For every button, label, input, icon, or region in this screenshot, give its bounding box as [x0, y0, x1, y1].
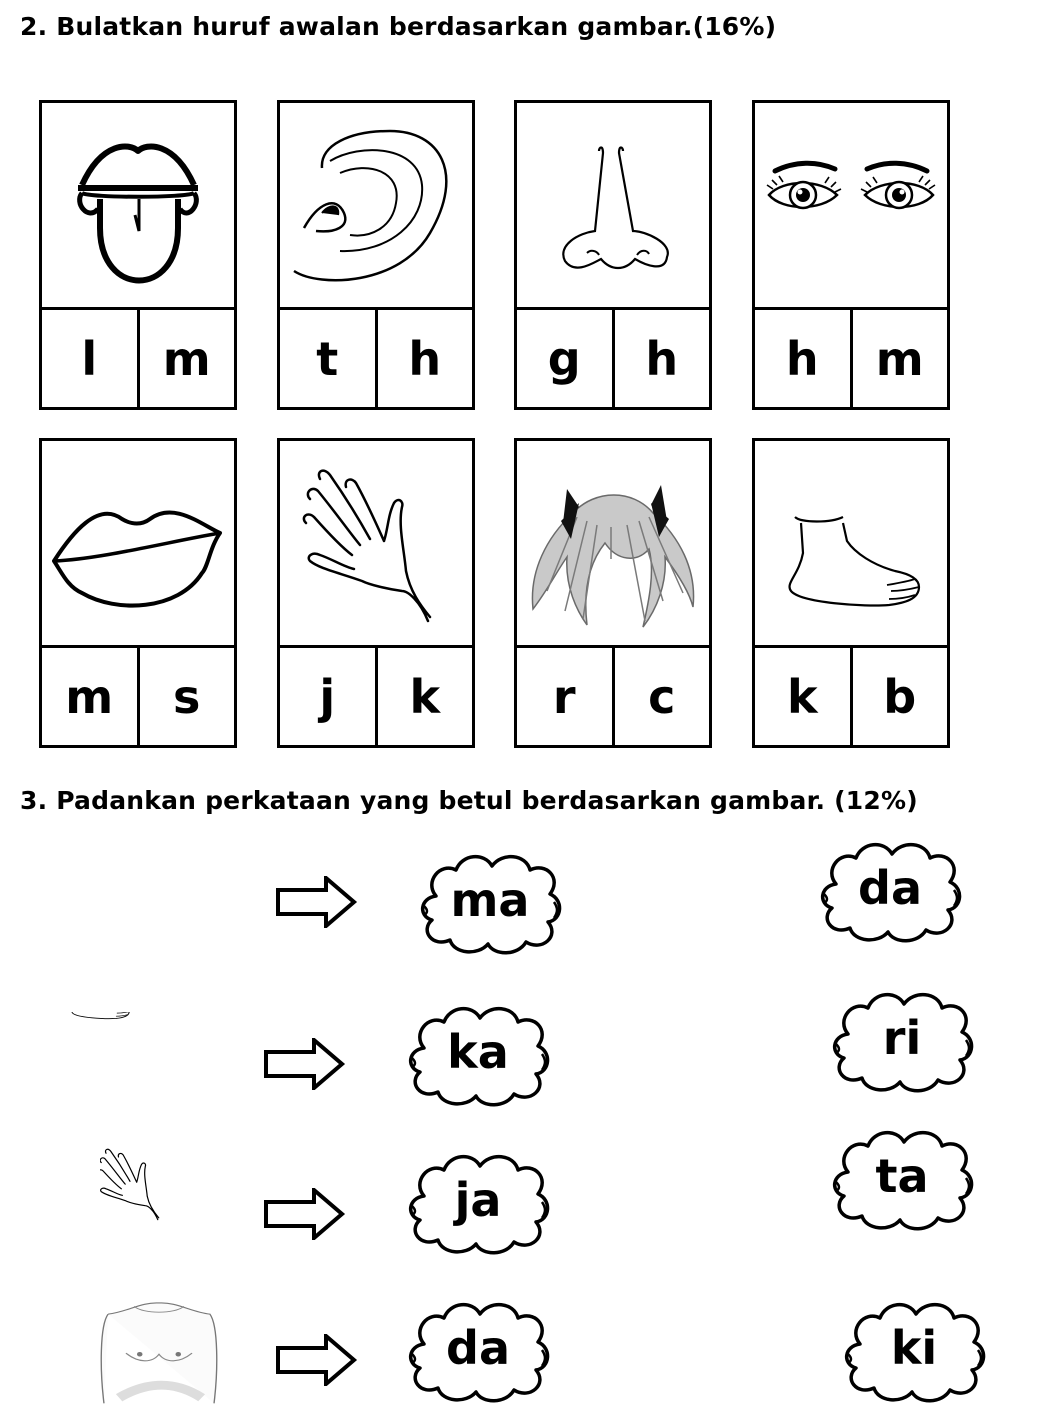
letter-card	[277, 438, 475, 748]
syllable-cloud[interactable]	[402, 1148, 554, 1258]
syllable-cloud[interactable]	[402, 1296, 554, 1406]
syllable-cloud[interactable]	[826, 986, 978, 1096]
syllable-cloud[interactable]	[838, 1296, 990, 1406]
arrow-right-icon	[276, 1334, 358, 1386]
letter-option[interactable]: l	[81, 331, 98, 386]
letter-option[interactable]: h	[612, 310, 710, 407]
letter-card	[514, 100, 712, 410]
letter-option[interactable]: t	[316, 331, 339, 386]
hair-icon	[517, 441, 709, 651]
letter-options	[517, 645, 709, 745]
letter-option[interactable]: j	[319, 669, 336, 724]
hand-icon	[100, 1148, 192, 1252]
letter-option[interactable]: k	[375, 648, 473, 745]
syllable-label: ja	[454, 1173, 502, 1227]
letter-options	[517, 307, 709, 407]
chest-icon	[86, 1298, 232, 1415]
eyes-icon	[755, 103, 947, 313]
hand-icon	[280, 441, 472, 651]
letter-card	[514, 438, 712, 748]
letter-option[interactable]: g	[547, 331, 581, 386]
letter-card	[39, 438, 237, 748]
syllable-label: da	[446, 1321, 510, 1375]
syllable-cloud[interactable]	[826, 1124, 978, 1234]
foot-icon	[755, 441, 947, 651]
letter-option[interactable]: m	[850, 310, 948, 407]
section-3-heading: 3. Padankan perkataan yang betul berdasarkan gambar. (12%)	[20, 786, 918, 815]
arrow-right-icon	[276, 876, 358, 928]
letter-option[interactable]: c	[612, 648, 710, 745]
syllable-label: ma	[450, 873, 530, 927]
letter-card	[39, 100, 237, 410]
syllable-label: ki	[890, 1321, 938, 1375]
letter-option[interactable]: m	[137, 310, 235, 407]
lips-icon	[42, 441, 234, 651]
syllable-label: ri	[882, 1011, 922, 1065]
tongue-icon	[42, 103, 234, 313]
letter-option[interactable]: b	[850, 648, 948, 745]
syllable-cloud[interactable]	[414, 848, 566, 958]
letter-options	[280, 645, 472, 745]
letter-options	[280, 307, 472, 407]
syllable-label: da	[858, 861, 922, 915]
letter-card	[752, 438, 950, 748]
section-2-heading: 2. Bulatkan huruf awalan berdasarkan gambar.(16%)	[20, 12, 777, 41]
letter-options	[42, 307, 234, 407]
letter-option[interactable]: k	[786, 669, 818, 724]
letter-options	[42, 645, 234, 745]
syllable-label: ta	[875, 1149, 929, 1203]
nose-icon	[517, 103, 709, 313]
arrow-right-icon	[264, 1188, 346, 1240]
arrow-right-icon	[264, 1038, 346, 1090]
syllable-label: ka	[447, 1025, 509, 1079]
letter-card	[752, 100, 950, 410]
letter-options	[755, 645, 947, 745]
letter-option[interactable]: s	[137, 648, 235, 745]
letter-options	[755, 307, 947, 407]
syllable-cloud[interactable]	[402, 1000, 554, 1110]
letter-option[interactable]: r	[552, 669, 576, 724]
letter-option[interactable]: h	[375, 310, 473, 407]
letter-option[interactable]: h	[785, 331, 819, 386]
foot-icon	[62, 1012, 192, 1092]
letter-card	[277, 100, 475, 410]
syllable-cloud[interactable]	[814, 836, 966, 946]
eyes-icon	[78, 862, 216, 942]
ear-icon	[280, 103, 472, 313]
letter-option[interactable]: m	[65, 669, 114, 724]
